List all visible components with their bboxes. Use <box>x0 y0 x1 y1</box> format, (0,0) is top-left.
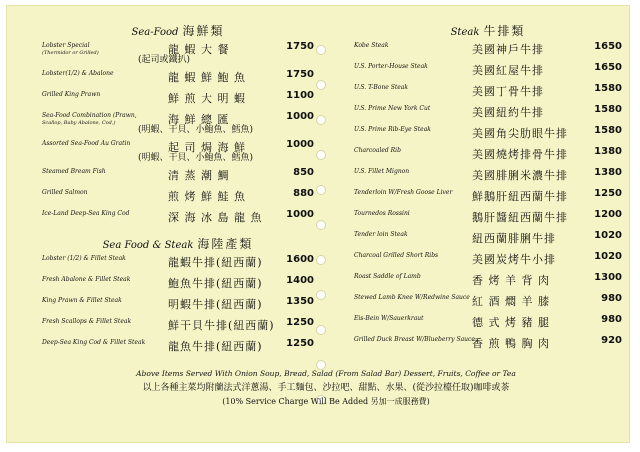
item-price: 1650 <box>594 41 622 52</box>
item-name-zh: 美國腓脷米濃牛排 <box>472 169 568 182</box>
item-name-en: Lobster Special <box>42 42 90 49</box>
item-price: 1000 <box>286 209 314 220</box>
item-name-zh-sub: (明蝦、干貝、小鮑魚、鱈魚) <box>138 153 254 163</box>
section-title <box>354 23 622 39</box>
binder-hole <box>316 45 326 55</box>
menu-item <box>354 81 622 102</box>
menu-item <box>42 315 314 336</box>
item-price: 1580 <box>594 125 622 136</box>
right-column <box>354 23 622 354</box>
item-price: 1250 <box>286 338 314 349</box>
item-price: 1400 <box>286 275 314 286</box>
item-name-en: Steamed Bream Fish <box>42 168 106 175</box>
item-name-zh: 龍 蝦 鮮 鮑 魚 <box>168 71 246 84</box>
menu-item <box>42 88 314 109</box>
menu-item <box>42 39 314 67</box>
item-name-en: Sea-Food Combination (Prawn, <box>42 112 137 119</box>
item-price: 980 <box>601 314 622 325</box>
item-name-en: Charcoal Grilled Short Ribs <box>354 252 439 259</box>
item-name-en: Deep-Sea King Cod & Fillet Steak <box>42 339 146 346</box>
binder-hole <box>316 290 326 300</box>
menu-item <box>354 333 622 354</box>
item-name-zh: 美國角尖肋眼牛排 <box>472 127 568 140</box>
binder-hole <box>316 115 326 125</box>
item-name-en: Eis-Bein W/Sauerkraut <box>354 315 424 322</box>
item-name-en: Fresh Abalone & Fillet Steak <box>42 276 131 283</box>
menu-item <box>354 249 622 270</box>
item-name-en: Stewed Lamb Knee W/Redwine Sauce <box>354 294 470 301</box>
item-name-zh: 紐西蘭腓脷牛排 <box>472 232 556 245</box>
item-name-en: Fresh Scallops & Fillet Steak <box>42 318 132 325</box>
menu-item <box>42 137 314 165</box>
item-name-zh: 鮮鵝肝紐西蘭牛排 <box>472 190 568 203</box>
item-name-zh-sub: (起司或鐵扒) <box>138 55 191 65</box>
binder-hole <box>316 150 326 160</box>
item-price: 1600 <box>286 254 314 265</box>
menu-item <box>354 144 622 165</box>
menu-item <box>42 67 314 88</box>
menu-item <box>354 270 622 291</box>
item-name-zh: 美國神戶牛排 <box>472 43 544 56</box>
left-column <box>42 23 314 357</box>
item-name-zh: 美國炭烤牛小排 <box>472 253 556 266</box>
item-price: 1380 <box>594 146 622 157</box>
item-price: 1200 <box>594 209 622 220</box>
item-price: 1580 <box>594 104 622 115</box>
item-price: 1020 <box>594 251 622 262</box>
item-price: 1300 <box>594 272 622 283</box>
item-price: 1750 <box>286 69 314 80</box>
menu-item <box>42 165 314 186</box>
menu-item <box>354 207 622 228</box>
item-name-en: Charcoaled Rib <box>354 147 401 154</box>
item-name-zh: 美國紅屋牛排 <box>472 64 544 77</box>
menu-item <box>354 228 622 249</box>
item-price: 1380 <box>594 167 622 178</box>
item-name-en-sub: (Thermidor or Grilled) <box>42 50 99 56</box>
menu-item <box>42 273 314 294</box>
menu-item <box>354 60 622 81</box>
item-name-en: Grilled Duck Breast W/Blueberry Sauce <box>354 336 475 343</box>
item-name-en: Lobster (1/2) & Fillet Steak <box>42 255 126 262</box>
item-price: 1350 <box>286 296 314 307</box>
item-name-en: Ice-Land Deep-Sea King Cod <box>42 210 130 217</box>
item-name-zh: 鵝肝醬紐西蘭牛排 <box>472 211 568 224</box>
item-price: 980 <box>601 293 622 304</box>
item-price: 880 <box>293 188 314 199</box>
section-title-en: Sea-Food <box>131 27 179 38</box>
menu-item <box>354 102 622 123</box>
item-name-zh: 美國丁骨牛排 <box>472 85 544 98</box>
item-name-en: Kobe Steak <box>354 42 389 49</box>
item-price: 1100 <box>286 90 314 101</box>
menu-item <box>42 207 314 228</box>
item-name-en: Tender loin Steak <box>354 231 408 238</box>
item-name-en: Assorted Sea-Food Au Gratin <box>42 140 131 147</box>
section-title-en: Sea Food & Steak <box>102 240 194 251</box>
binder-hole <box>316 255 326 265</box>
item-price: 1020 <box>594 230 622 241</box>
item-name-zh: 德 式 烤 豬 腿 <box>472 316 550 329</box>
footer-served-with-en: Above Items Served With Onion Soup, Bread, Salad (From Salad Bar) Dessert, Fruits, Coffee or Tea <box>136 369 516 378</box>
binder-hole <box>316 220 326 230</box>
menu-item <box>42 109 314 137</box>
item-price: 1000 <box>286 111 314 122</box>
item-price: 850 <box>293 167 314 178</box>
menu-item <box>354 291 622 312</box>
menu-item <box>42 186 314 207</box>
item-name-en: Grilled Salmon <box>42 189 88 196</box>
item-name-zh: 起 司 焗 海 鮮 <box>168 141 246 154</box>
menu-footer <box>66 367 586 409</box>
menu-item <box>42 252 314 273</box>
item-name-en: Grilled King Prawn <box>42 91 101 98</box>
binder-hole <box>316 80 326 90</box>
item-name-en: Lobster(1/2) & Abalone <box>42 70 114 77</box>
item-name-en-sub: Scallop, Baby Abalone, Cod,) <box>42 120 116 126</box>
section-title-zh: 牛排類 <box>483 24 526 38</box>
item-price: 1650 <box>594 62 622 73</box>
binder-hole <box>316 185 326 195</box>
item-name-en: U.S. Porter-House Steak <box>354 63 428 70</box>
item-name-zh: 煎 烤 鮮 鮭 魚 <box>168 190 246 203</box>
binder-hole <box>316 325 326 335</box>
item-name-zh: 美國燒烤排骨牛排 <box>472 148 568 161</box>
item-price: 1250 <box>594 188 622 199</box>
item-name-zh: 龍 蝦 大 餐 <box>168 43 230 56</box>
item-name-zh: 清 蒸 潮 鯛 <box>168 169 230 182</box>
item-name-en: U.S. T-Bone Steak <box>354 84 409 91</box>
item-name-zh: 龍蝦牛排(紐西蘭) <box>168 256 263 269</box>
item-name-zh: 香 烤 羊 背 肉 <box>472 274 550 287</box>
item-name-en: U.S. Prime New York Cut <box>354 105 431 112</box>
item-name-zh: 龍魚牛排(紐西蘭) <box>168 340 263 353</box>
item-price: 1580 <box>594 83 622 94</box>
section-title-zh: 海陸產類 <box>197 237 254 251</box>
item-name-zh: 深 海 冰 島 龍 魚 <box>168 211 263 224</box>
menu-item <box>354 312 622 333</box>
item-name-en: Roast Saddle of Lamb <box>354 273 421 280</box>
section-title-en: Steak <box>450 27 480 38</box>
item-name-zh: 鮮 煎 大 明 蝦 <box>168 92 246 105</box>
item-name-zh: 海 鮮 總 匯 <box>168 113 230 126</box>
item-name-zh-sub: (明蝦、干貝、小鮑魚、鱈魚) <box>138 125 254 135</box>
item-name-zh: 紅 酒 燜 羊 膝 <box>472 295 550 308</box>
item-name-en: U.S. Fillet Mignon <box>354 168 410 175</box>
item-name-en: Tournedos Rossini <box>354 210 410 217</box>
menu-page <box>6 5 630 443</box>
item-price: 920 <box>601 335 622 346</box>
footer-service-charge: (10% Service Charge Will Be Added 另加一成服務費) <box>222 397 430 406</box>
menu-item <box>354 186 622 207</box>
section-title <box>42 23 314 39</box>
item-name-zh: 香 煎 鴨 胸 肉 <box>472 337 550 350</box>
item-price: 1750 <box>286 41 314 52</box>
menu-item <box>42 294 314 315</box>
item-name-zh: 鮮干貝牛排(紐西蘭) <box>168 319 275 332</box>
item-price: 1000 <box>286 139 314 150</box>
section-title <box>42 236 314 252</box>
menu-item <box>354 165 622 186</box>
item-price: 1250 <box>286 317 314 328</box>
item-name-zh: 明蝦牛排(紐西蘭) <box>168 298 263 311</box>
menu-item <box>42 336 314 357</box>
item-name-zh: 美國紐約牛排 <box>472 106 544 119</box>
item-name-zh: 鮑魚牛排(紐西蘭) <box>168 277 263 290</box>
menu-item <box>354 123 622 144</box>
footer-served-with-zh: 以上各種主菜均附蘭法式洋蔥湯、手工麵包、沙拉吧、甜點、水果、(從沙拉檯任取)咖啡或茶 <box>142 383 510 393</box>
item-name-en: U.S. Prime Rib-Eye Steak <box>354 126 431 133</box>
section-title-zh: 海鮮類 <box>182 24 225 38</box>
item-name-en: King Prawn & Fillet Steak <box>42 297 122 304</box>
menu-item <box>354 39 622 60</box>
item-name-en: Tenderloin W/Fresh Goose Liver <box>354 189 453 196</box>
